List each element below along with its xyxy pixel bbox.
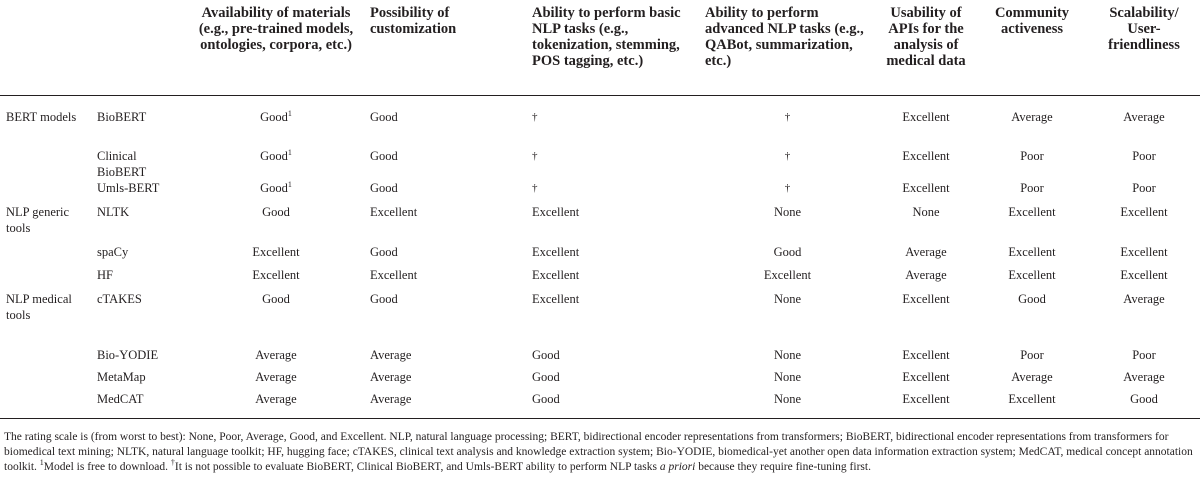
cell-basic: †: [532, 182, 538, 194]
cell-community: Excellent: [1008, 268, 1056, 282]
table-footnote: The rating scale is (from worst to best): None, Poor, Average, Good, and Excellent. NLP, natural language processing; BERT, bidirectional encoder representations from transformers; BioBERT, bidirectional encoder representations from transformers for biomedical text mining; NLTK, natural language toolkit; HF, hugging face; cTAKES, clinical text analysis and knowledge extraction system; Bio-YODIE, biomedical-yet another open data information extraction system; MedCAT, medical concept annotation toolkit. $^1$Model is free to download. †It is not possible to evaluate BioBERT, Clinical BioBERT, and Umls-BERT ability to perform NLP tasks a priori because they require fine-tuning first.: [4, 431, 1193, 473]
cell-tool: Umls-BERT: [97, 181, 160, 195]
table-row: [0, 180, 1200, 204]
cell-community: Good: [1018, 292, 1046, 306]
cell-apis: Excellent: [902, 109, 950, 124]
cell-community: Excellent: [1008, 205, 1056, 219]
cell-tool: spaCy: [97, 245, 129, 259]
cell-customization: Good: [370, 181, 398, 195]
group-label: NLP medical tools: [6, 292, 72, 322]
cell-scalability: Average: [1123, 292, 1165, 306]
cell-materials: Good$^1$: [260, 179, 292, 195]
cell-scalability: Good: [1088, 391, 1200, 418]
cell-community: Excellent: [976, 391, 1088, 418]
cell-customization: Average: [364, 391, 526, 418]
table-row: [0, 95, 1200, 148]
cell-materials: Excellent: [252, 268, 300, 282]
group-label: [0, 180, 91, 204]
cell-materials: Good: [262, 205, 290, 219]
table-row: [0, 369, 1200, 391]
cell-tool: Clinical BioBERT: [97, 149, 147, 179]
cell-customization: Average: [370, 348, 412, 362]
cell-scalability: Poor: [1132, 181, 1156, 195]
cell-community: Average: [1011, 370, 1053, 384]
table-row: [0, 267, 1200, 291]
cell-customization: Excellent: [370, 268, 418, 282]
group-label: [0, 244, 91, 267]
cell-tool: MetaMap: [97, 370, 146, 384]
cell-customization: Average: [370, 370, 412, 384]
cell-tool: NLTK: [97, 205, 130, 219]
cell-materials: Good$^1$: [260, 147, 292, 163]
cell-community: Poor: [1020, 348, 1044, 362]
cell-basic: Good: [526, 391, 699, 418]
cell-apis: None: [912, 205, 940, 219]
cell-basic: Excellent: [532, 245, 580, 259]
cell-community: Poor: [1020, 149, 1044, 163]
cell-customization: Good: [370, 149, 398, 163]
cell-advanced: Excellent: [763, 268, 812, 282]
cell-tool: HF: [97, 268, 113, 282]
cell-customization: Good: [370, 245, 398, 259]
header-customization: Possibility of customization: [364, 0, 526, 95]
table-header: [0, 0, 1200, 95]
cell-apis: Excellent: [902, 348, 950, 362]
cell-advanced: None: [773, 370, 802, 384]
cell-scalability: Poor: [1132, 348, 1156, 362]
cell-tool: cTAKES: [97, 292, 142, 306]
group-label: [0, 148, 91, 180]
header-advanced-tasks: Ability to perform advanced NLP tasks (e.g., QABot, summarization, etc.): [699, 0, 876, 95]
cell-tool: BioBERT: [97, 109, 147, 124]
group-label: [0, 369, 91, 391]
cell-scalability: Excellent: [1120, 268, 1168, 282]
cell-advanced: None: [773, 205, 802, 219]
group-label: BERT models: [6, 109, 77, 124]
cell-materials: Good: [262, 292, 290, 306]
cell-basic: Excellent: [532, 292, 580, 306]
cell-tool: Bio-YODIE: [97, 348, 159, 362]
group-label: [0, 391, 91, 418]
group-label: [0, 267, 91, 291]
cell-customization: Good: [370, 109, 398, 124]
header-materials: Availability of materials (e.g., pre-trained models, ontologies, corpora, etc.): [188, 0, 364, 95]
table-row: [0, 391, 1200, 418]
cell-basic: †: [532, 110, 538, 123]
cell-materials: Good$^1$: [260, 108, 292, 124]
cell-materials: Average: [255, 370, 297, 384]
cell-community: Poor: [1020, 181, 1044, 195]
cell-advanced: Good: [773, 245, 802, 259]
cell-advanced: None: [773, 348, 802, 362]
cell-advanced: †: [784, 150, 791, 162]
header-community: Community activeness: [976, 0, 1088, 95]
cell-materials: Average: [188, 391, 364, 418]
cell-apis: Excellent: [902, 149, 950, 163]
group-label: [0, 347, 91, 369]
cell-scalability: Poor: [1132, 149, 1156, 163]
cell-apis: Excellent: [902, 181, 950, 195]
header-basic-tasks: Ability to perform basic NLP tasks (e.g., tokenization, stemming, POS tagging, etc.): [526, 0, 699, 95]
cell-community: Excellent: [1008, 245, 1056, 259]
cell-tool: MedCAT: [91, 391, 188, 418]
header-group: [0, 0, 91, 95]
cell-scalability: Average: [1123, 109, 1165, 124]
table-row: [0, 291, 1200, 347]
cell-apis: Excellent: [902, 292, 950, 306]
cell-advanced: †: [784, 110, 791, 123]
cell-materials: Average: [255, 348, 297, 362]
cell-advanced: None: [699, 391, 876, 418]
table-row: [0, 244, 1200, 267]
cell-basic: Good: [532, 348, 560, 362]
cell-scalability: Average: [1123, 370, 1165, 384]
cell-scalability: Excellent: [1120, 205, 1168, 219]
cell-basic: Excellent: [532, 268, 580, 282]
cell-apis: Average: [905, 245, 947, 259]
cell-basic: †: [532, 150, 538, 162]
cell-apis: Average: [905, 268, 947, 282]
table-row: [0, 347, 1200, 369]
header-tool: [91, 0, 188, 95]
cell-apis: Excellent: [876, 391, 976, 418]
cell-apis: Excellent: [902, 370, 950, 384]
cell-basic: Good: [532, 370, 560, 384]
cell-customization: Excellent: [370, 205, 418, 219]
cell-basic: Excellent: [532, 205, 580, 219]
table-row: [0, 148, 1200, 180]
table-row: [0, 204, 1200, 244]
header-scalability: Scalability/ User-friendliness: [1088, 0, 1200, 95]
cell-materials: Excellent: [252, 245, 300, 259]
group-label: NLP generic tools: [6, 205, 70, 235]
cell-community: Average: [1011, 109, 1053, 124]
cell-customization: Good: [370, 292, 398, 306]
cell-advanced: None: [773, 292, 802, 306]
cell-advanced: †: [784, 182, 791, 194]
header-apis: Usability of APIs for the analysis of medical data: [876, 0, 976, 95]
cell-scalability: Excellent: [1120, 245, 1168, 259]
